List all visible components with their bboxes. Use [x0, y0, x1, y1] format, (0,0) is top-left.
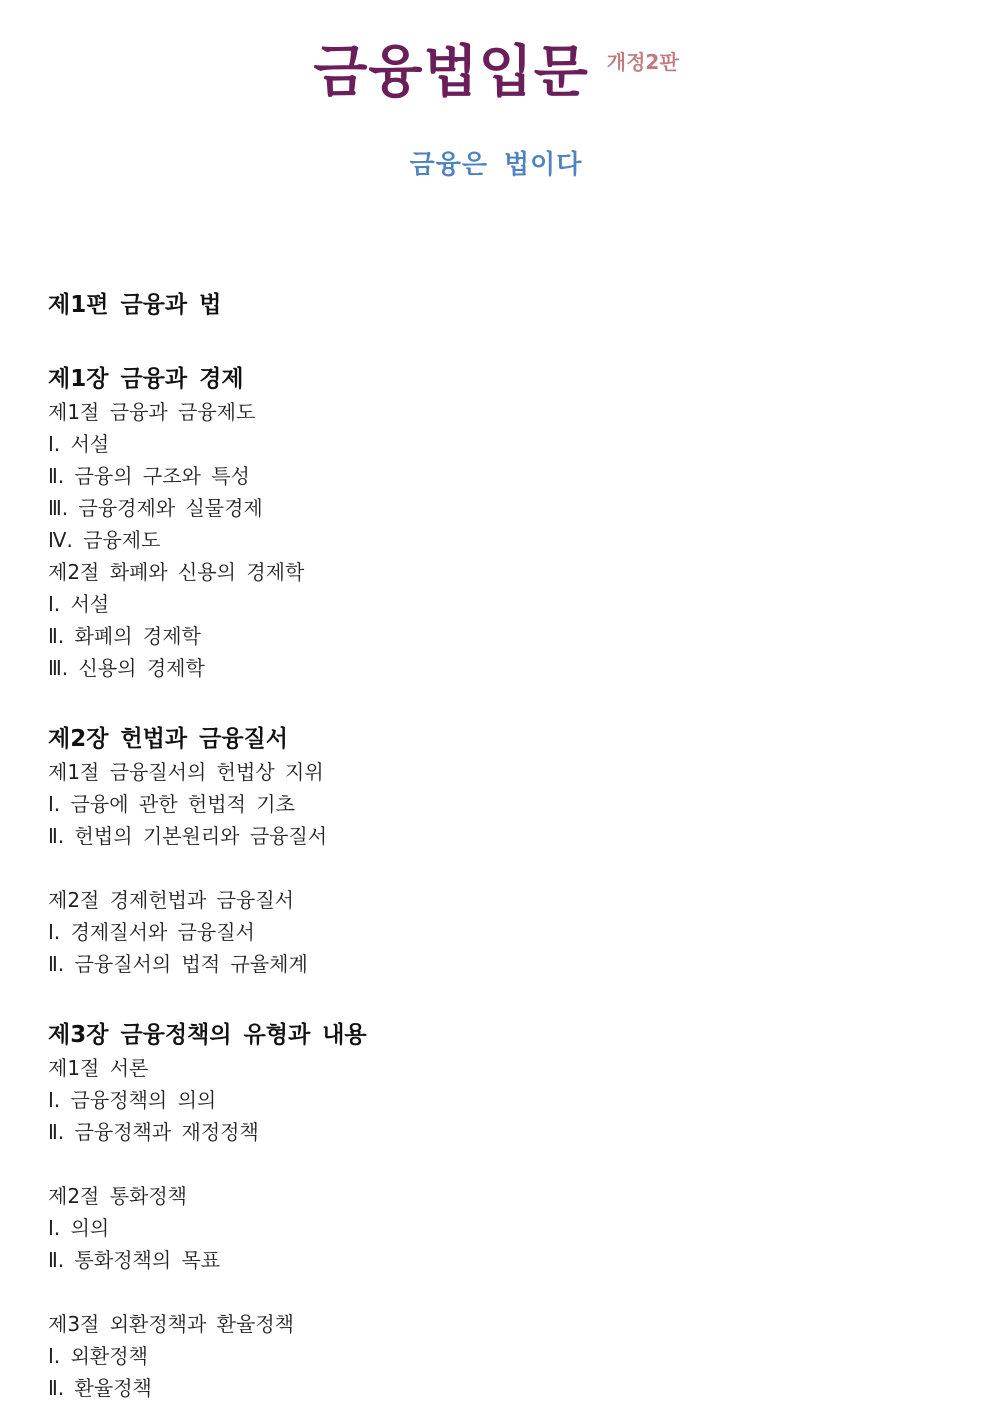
list-item: Ⅱ. 헌법의 기본원리와 금융질서	[48, 824, 328, 848]
section-heading: 제1절 금융과 금융제도	[48, 400, 256, 424]
book-title: 금융법입문	[313, 40, 589, 105]
list-item: Ⅰ. 경제질서와 금융질서	[48, 920, 255, 944]
section-heading: 제1절 금융질서의 헌법상 지위	[48, 760, 324, 784]
list-item: Ⅰ. 금융에 관한 헌법적 기초	[48, 792, 295, 816]
section-heading: 제2절 화폐와 신용의 경제학	[48, 560, 305, 584]
section-heading: 제2절 경제헌법과 금융질서	[48, 888, 294, 912]
list-item: Ⅳ. 금융제도	[48, 528, 161, 552]
list-item: Ⅲ. 금융경제와 실물경제	[48, 496, 263, 520]
list-item: Ⅱ. 화폐의 경제학	[48, 624, 201, 648]
book-subtitle: 금융은 법이다	[409, 150, 583, 180]
spacer	[48, 980, 948, 1018]
list-item: Ⅱ. 환율정책	[48, 1376, 152, 1400]
spacer	[48, 1148, 948, 1180]
list-item: Ⅱ. 금융정책과 재정정책	[48, 1120, 259, 1144]
list-item: Ⅰ. 서설	[48, 592, 110, 616]
edition-label: 개정2판	[606, 50, 679, 74]
chapter-heading: 제2장 헌법과 금융질서	[48, 726, 288, 752]
section-heading: 제1절 서론	[48, 1056, 149, 1080]
list-item: Ⅲ. 신용의 경제학	[48, 656, 205, 680]
list-item: Ⅰ. 외환정책	[48, 1344, 148, 1368]
spacer	[48, 852, 948, 884]
table-of-contents	[48, 286, 948, 1404]
spacer	[48, 1276, 948, 1308]
part-heading: 제1편 금융과 법	[48, 292, 222, 318]
list-item: Ⅱ. 금융의 구조와 특성	[48, 464, 250, 488]
chapter-heading: 제3장 금융정책의 유형과 내용	[48, 1022, 367, 1048]
spacer	[48, 684, 948, 722]
list-item: Ⅰ. 서설	[48, 432, 110, 456]
section-heading: 제3절 외환정책과 환율정책	[48, 1312, 294, 1336]
list-item: Ⅰ. 금융정책의 의의	[48, 1088, 217, 1112]
title-row	[0, 28, 992, 108]
list-item: Ⅱ. 통화정책의 목표	[48, 1248, 221, 1272]
spacer	[48, 324, 948, 362]
list-item: Ⅱ. 금융질서의 법적 규율체계	[48, 952, 308, 976]
section-heading: 제2절 통화정책	[48, 1184, 188, 1208]
list-item: Ⅰ. 의의	[48, 1216, 110, 1240]
chapter-heading: 제1장 금융과 경제	[48, 366, 244, 392]
